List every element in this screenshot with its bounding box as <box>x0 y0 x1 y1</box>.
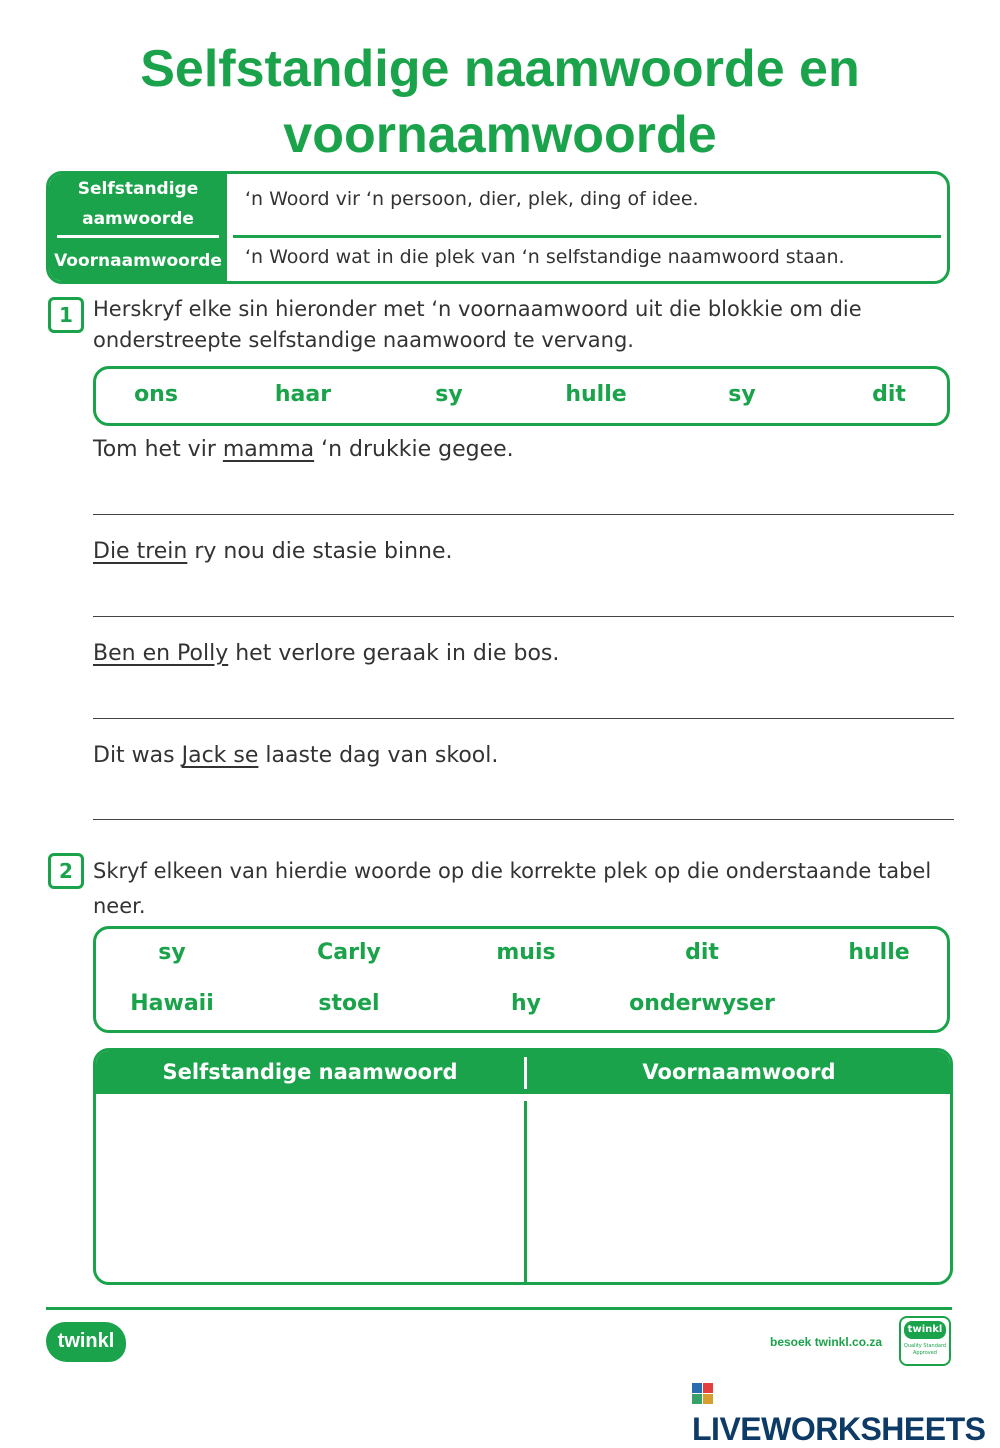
answer-line-4[interactable] <box>93 819 954 820</box>
header-divider <box>524 1057 527 1089</box>
definition-label-pronoun: Voornaamwoorde <box>54 251 222 271</box>
word-bank-item: ons <box>134 382 178 407</box>
visit-link[interactable]: besoek twinkl.co.za <box>770 1335 883 1349</box>
twinkl-logo: twinkl <box>46 1322 126 1362</box>
table-header-pronouns: Voornaamwoord <box>642 1060 836 1084</box>
definition-label-noun: Selfstandige aamwoorde <box>77 179 199 229</box>
word-bank-item: hulle <box>848 940 910 965</box>
question-1-instruction: Herskryf elke sin hieronder met ‘n voornaamwoord uit die blokkie om die onderstreepte selfstandige naamwoord te vervang. <box>93 297 862 352</box>
word-bank-item: hy <box>510 991 541 1016</box>
word-bank-item: onderwyser <box>629 991 775 1016</box>
question-1-number: 1 <box>48 297 84 333</box>
definition-text-noun: ‘n Woord vir ‘n persoon, dier, plek, ding of idee. <box>245 188 699 210</box>
answer-line-3[interactable] <box>93 718 954 719</box>
definition-labels <box>49 174 227 281</box>
word-bank-item: muis <box>496 940 556 965</box>
definition-divider <box>233 235 941 238</box>
word-bank-item: dit <box>685 940 719 965</box>
label-divider <box>57 235 219 238</box>
title-line-2: voornaamwoorde <box>283 106 717 164</box>
liveworksheets-text: LIVEWORKSHEETS <box>692 1411 986 1447</box>
sentence-3: Ben en Polly het verlore geraak in die bos. <box>93 641 560 666</box>
sentence-2: Die trein ry nou die stasie binne. <box>93 539 453 564</box>
word-bank-item: sy <box>158 940 186 965</box>
underlined-noun: Ben en Polly <box>93 641 229 666</box>
underlined-noun: Die trein <box>93 539 188 564</box>
word-bank-item: Hawaii <box>130 991 214 1016</box>
word-bank-item: stoel <box>318 991 380 1016</box>
liveworksheets-icon <box>692 1383 714 1405</box>
word-bank-item: dit <box>872 382 906 407</box>
quality-badge <box>899 1316 951 1366</box>
answer-line-1[interactable] <box>93 514 954 515</box>
column-divider <box>524 1101 527 1283</box>
question-2-instruction: Skryf elkeen van hierdie woorde op die korrekte plek op die onderstaande tabel neer. <box>93 859 932 918</box>
table-header-nouns: Selfstandige naamwoord <box>162 1060 458 1084</box>
badge-text: Quality Standard Approved <box>903 1343 947 1356</box>
question-2-number: 2 <box>48 853 84 889</box>
title-line-1: Selfstandige naamwoorde en <box>140 40 860 98</box>
table-header <box>96 1051 950 1094</box>
page-title <box>0 36 1000 168</box>
word-bank-item: sy <box>435 382 463 407</box>
sentence-4: Dit was Jack se laaste dag van skool. <box>93 743 499 768</box>
underlined-noun: mamma <box>222 437 315 462</box>
underlined-noun: Jack se <box>181 743 259 768</box>
q2-word-bank <box>93 926 950 1033</box>
liveworksheets-logo <box>692 1374 1000 1448</box>
definition-text-pronoun: ‘n Woord wat in die plek van ‘n selfstandige naamwoord staan. <box>245 246 845 268</box>
footer-divider <box>46 1307 952 1310</box>
definitions-box <box>46 171 950 284</box>
sorting-table <box>93 1048 953 1285</box>
q1-word-bank <box>93 366 950 426</box>
answer-line-2[interactable] <box>93 616 954 617</box>
badge-title: twinkl <box>904 1321 946 1339</box>
word-bank-item: haar <box>274 382 332 407</box>
word-bank-item: sy <box>728 382 756 407</box>
word-bank-item: Carly <box>317 940 381 965</box>
word-bank-item: hulle <box>565 382 627 407</box>
sentence-1: Tom het vir mamma ‘n drukkie gegee. <box>93 437 514 462</box>
